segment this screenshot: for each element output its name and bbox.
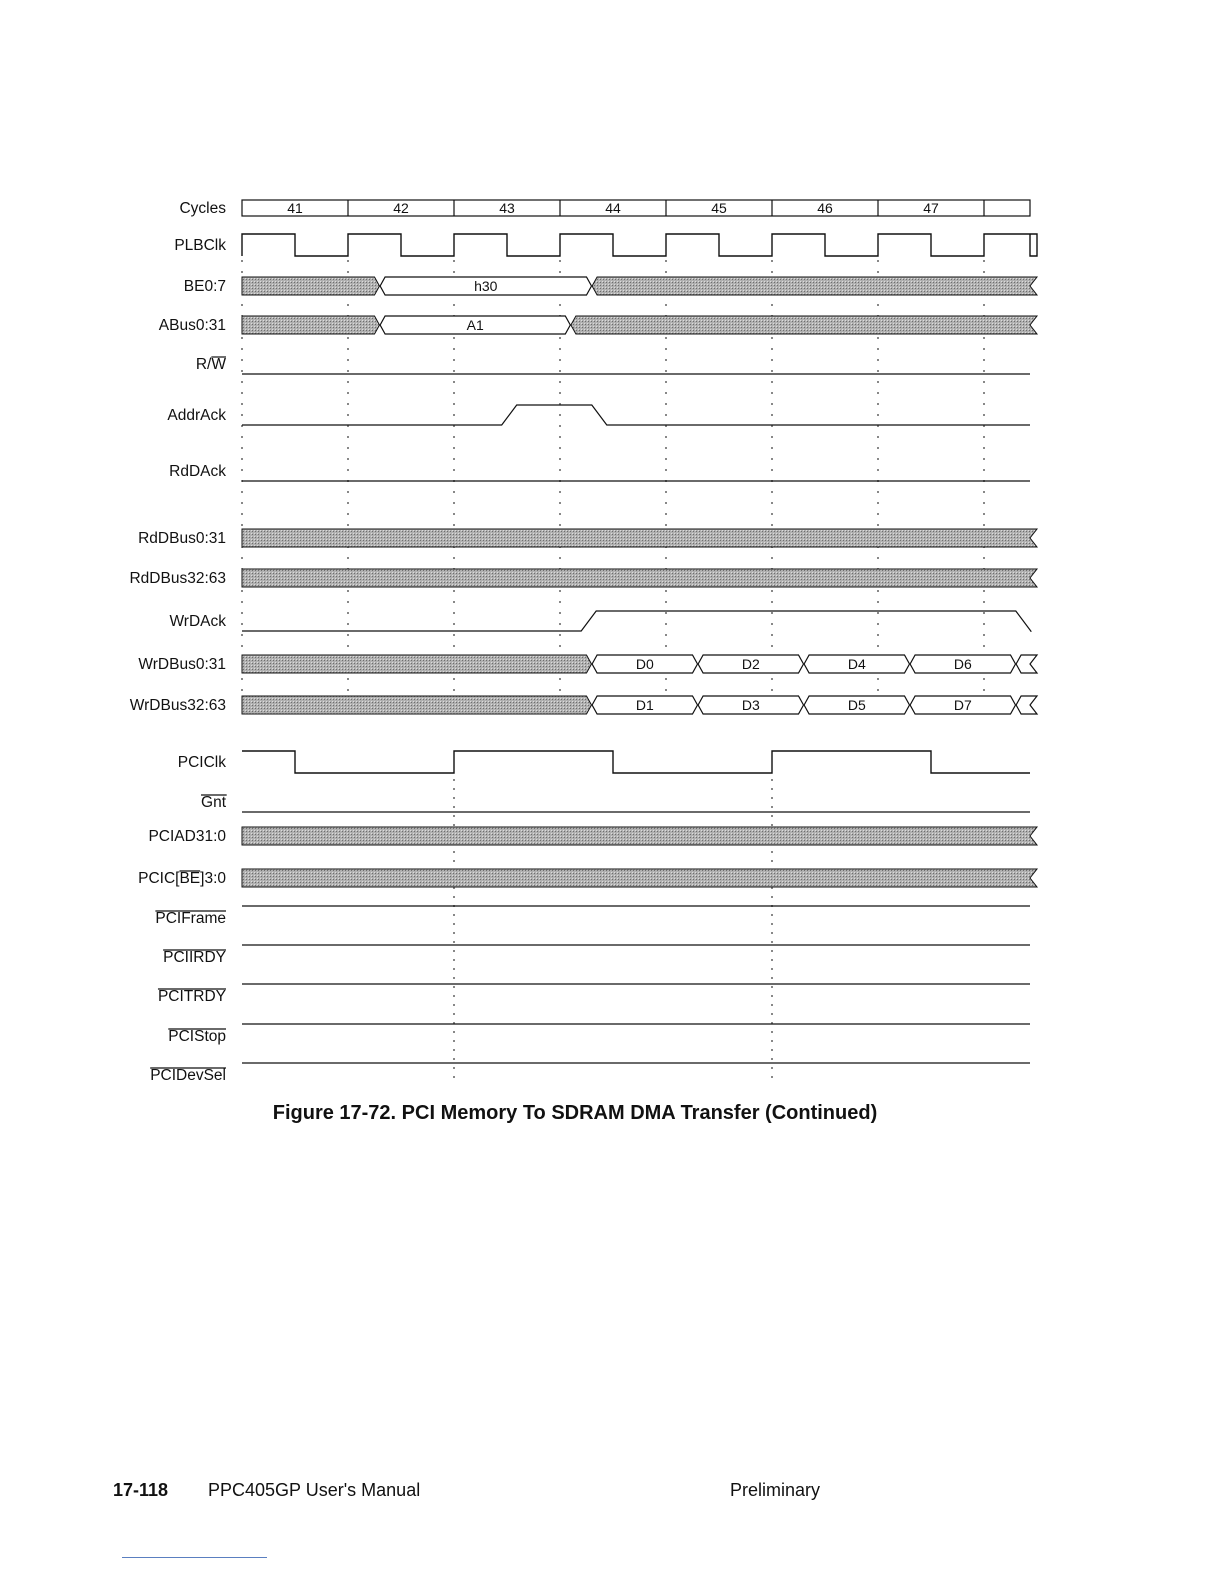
signal-label: WrDBus0:31 [138, 656, 226, 673]
figure-caption: Figure 17-72. PCI Memory To SDRAM DMA Transfer (Continued) [272, 1102, 878, 1124]
signal-label: PCITRDY [157, 988, 226, 1005]
signal-label: Cycles [179, 200, 226, 217]
signal-label: PCIFrame [155, 910, 226, 927]
signal-label: PLBClk [174, 237, 226, 254]
signal-label: BE0:7 [183, 278, 226, 295]
signal-label: PCIDevSel [150, 1067, 226, 1084]
cycle-number: 44 [605, 200, 621, 216]
signal-label: Gnt [201, 794, 226, 811]
bus-value [1016, 696, 1037, 714]
signal-label: ABus0:31 [158, 317, 226, 334]
cycle-number: 45 [711, 200, 727, 216]
bus-unknown [592, 277, 1037, 295]
signal-label: R/W [195, 356, 226, 373]
cycle-number: 47 [923, 200, 939, 216]
cycle-strip [242, 200, 1030, 216]
manual-title: PPC405GP User's Manual [208, 1480, 421, 1500]
bus-unknown [242, 316, 380, 334]
signal-label: RdDAck [169, 463, 226, 480]
bus-value-label: D1 [635, 697, 654, 713]
bus-value-label: A1 [466, 317, 484, 333]
bus-value-label: D3 [741, 697, 760, 713]
signal-label: PCIStop [168, 1028, 226, 1045]
cycle-number: 43 [499, 200, 515, 216]
signal-label: PCIClk [177, 754, 226, 771]
signal-label: PCIAD31:0 [148, 828, 226, 845]
pulse-waveform [242, 611, 1031, 631]
page-number: 17-118 [113, 1480, 169, 1500]
pulse-waveform [242, 405, 1030, 425]
cycle-number: 42 [393, 200, 409, 216]
bus-unknown [242, 529, 1037, 547]
bus-value-label: D2 [741, 656, 760, 672]
bus-value-label: D7 [953, 697, 972, 713]
signal-label: PCIC[BE]3:0 [138, 870, 226, 887]
cycle-number: 46 [817, 200, 833, 216]
footer-rule [122, 1557, 267, 1558]
signal-label: AddrAck [167, 407, 226, 424]
cycle-number: 41 [287, 200, 303, 216]
bus-value-label: D0 [635, 656, 654, 672]
bus-value-label: h30 [474, 278, 498, 294]
bus-unknown [242, 569, 1037, 587]
signal-label: WrDBus32:63 [129, 697, 226, 714]
bus-unknown [242, 827, 1037, 845]
bus-unknown [571, 316, 1037, 334]
signal-label: RdDBus32:63 [129, 570, 226, 587]
bus-value-label: D6 [953, 656, 972, 672]
document-status: Preliminary [730, 1480, 821, 1500]
signal-label: RdDBus0:31 [138, 530, 226, 547]
clock-waveform [242, 234, 1037, 256]
bus-unknown [242, 655, 592, 673]
bus-value-label: D5 [847, 697, 866, 713]
bus-unknown [242, 869, 1037, 887]
bus-value [1016, 655, 1037, 673]
signal-label: WrDAck [169, 613, 226, 630]
clock-waveform [242, 751, 1030, 773]
signal-label: PCIIRDY [163, 949, 226, 966]
bus-value-label: D4 [847, 656, 866, 672]
signal-rows [129, 200, 1037, 1084]
bus-unknown [242, 696, 592, 714]
bus-unknown [242, 277, 380, 295]
